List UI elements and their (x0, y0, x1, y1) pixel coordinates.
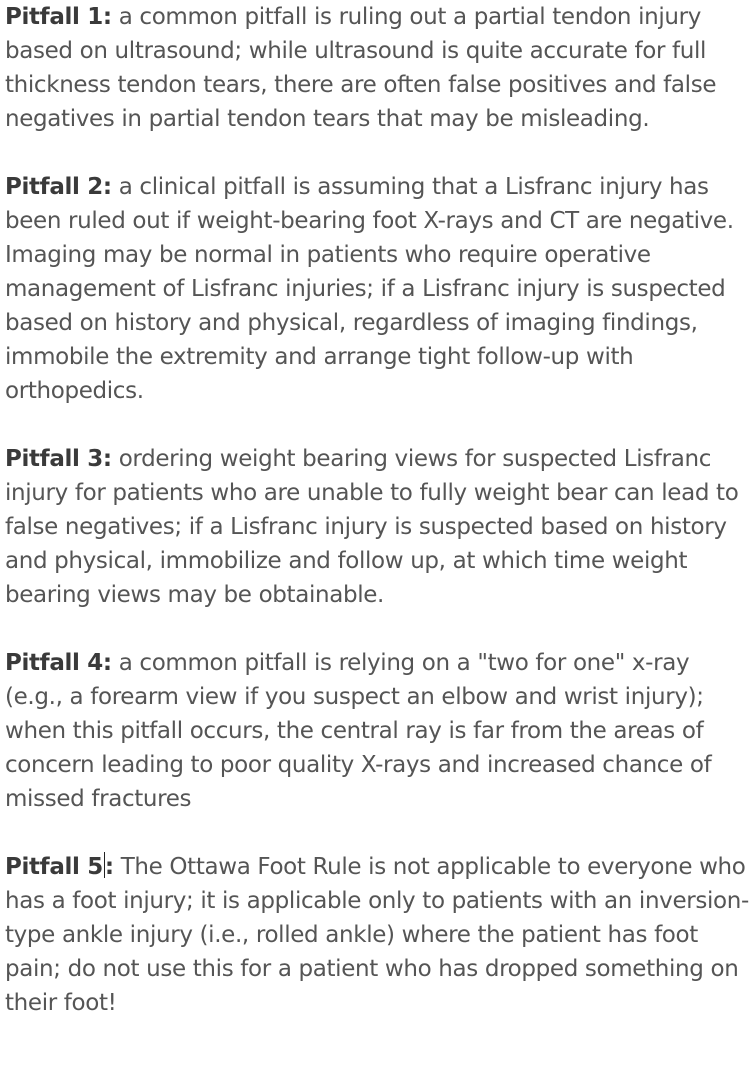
pitfall-4-paragraph (5, 646, 751, 816)
pitfall-4-text: a common pitfall is relying on a "two for one" x-ray (e.g., a forearm view if you suspect an elbow and wrist injury); when this pitfall occurs, the central ray is far from the areas of concern leading to poor quality X-rays and increased chance of missed fractures (5, 650, 712, 812)
pitfall-2-paragraph (5, 170, 751, 408)
pitfall-5-paragraph (5, 850, 751, 1020)
pitfall-5-label-start: Pitfall 5 (5, 854, 103, 880)
pitfall-5-text: The Ottawa Foot Rule is not applicable to everyone who has a foot injury; it is applicable only to patients with an inversion-type ankle injury (i.e., rolled ankle) where the patient has foot pain; do not use this for a patient who has dropped something on their foot! (5, 854, 749, 1016)
pitfall-3-label: Pitfall 3: (5, 446, 112, 472)
pitfall-1-text: a common pitfall is ruling out a partial tendon injury based on ultrasound; while ultrasound is quite accurate for full thickness tendon tears, there are often false positives and false negatives in partial tendon tears that may be misleading. (5, 4, 717, 132)
pitfall-3-paragraph (5, 442, 751, 612)
pitfall-3-text: ordering weight bearing views for suspected Lisfranc injury for patients who are unable to fully weight bear can lead to false negatives; if a Lisfranc injury is suspected based on history and physical, immobilize and follow up, at which time weight bearing views may be obtainable. (5, 446, 739, 608)
pitfall-2-label: Pitfall 2: (5, 174, 112, 200)
pitfall-5-label-colon: : (104, 854, 114, 880)
pitfall-1-label: Pitfall 1: (5, 4, 112, 30)
pitfall-5-label (5, 854, 114, 880)
pitfall-2-text: a clinical pitfall is assuming that a Lisfranc injury has been ruled out if weight-bearing foot X-rays and CT are negative. Imaging may be normal in patients who require operative management of Lisfranc injuries; if a Lisfranc injury is suspected based on history and physical, regardless of imaging findings, immobile the extremity and arrange tight follow-up with orthopedics. (5, 174, 734, 404)
pitfall-1-paragraph (5, 0, 751, 136)
pitfall-4-label: Pitfall 4: (5, 650, 112, 676)
document-body[interactable] (5, 0, 751, 1054)
